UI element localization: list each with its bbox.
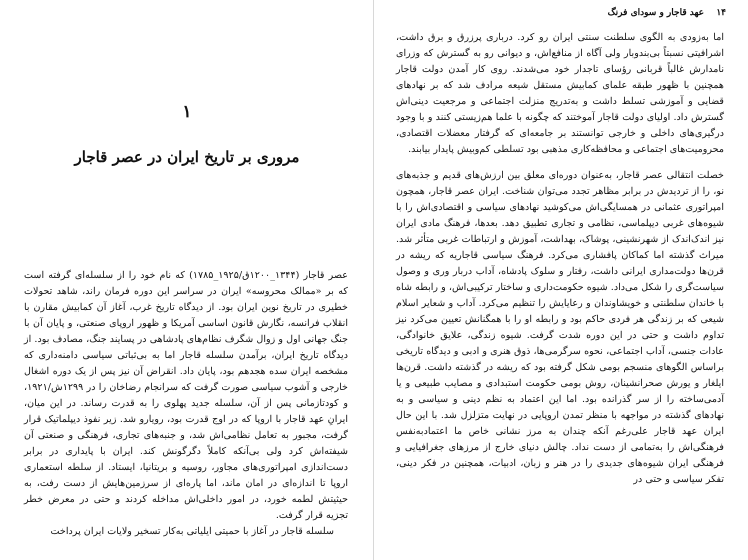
left-page-body <box>24 268 348 540</box>
running-header-title: عهد قاجار و سودای فرنگ <box>607 8 704 18</box>
right-page <box>374 0 748 560</box>
chapter-title: مروری بر تاریخ ایران در عصر قاجار <box>74 148 300 166</box>
chapter-number: ۱ <box>182 102 192 122</box>
page-number: ۱۴ <box>716 8 726 18</box>
paragraph: خصلت انتقالی عصر قاجار، به‌عنوان دوره‌ای معلق بین ارزش‌های قدیم و جذبه‌های نو، را از تردیدش در برابر مظاهر تجدد می‌توان شناخت. ایران عصر قاجار، همچون امپراتوری عثمانی در همسایگی‌اش می‌کوشید نهادهای سیاسی و اقتصادی‌اش را با شیوه‌های غربی دیپلماسی، نظامی و تجاری تطبیق دهد. بعدها، فرهنگ مادی ایران نیز اندک‌اندک از شهرنشینی، پوشاک، بهداشت، آموزش و ارتباطات غربی متأثر شد. میراث گذشته اما کماکان پافشاری می‌کرد. فرهنگ سیاسی قاجاریه که ریشه در قرن‌ها دولت‌مداری ایرانی داشت، رفتار و سلوک پادشاه، آداب دربار وری و وصول سیاست‌گری را شکل می‌داد. شیوه حکومت‌داری و ساختار ترکیبی‌اش، و رابطه شاه با خاندان سلطنتی و خویشاوندان و رعایایش را تنظیم می‌کرد. آداب و شعایر اسلام شیعی که بر زندگی هر فردی حاکم بود و رابطه او را با همگنانش تعیین می‌کرد نیز تداوم داشت و حتی در این دوره شدت گرفت. شیوه زندگی، علایق خانوادگی، عادات جنسی، آداب اجتماعی، نحوه سرگرمی‌ها، ذوق هنری و ادبی و دیدگاه تاریخی براساس الگوهای منسجم بومی شکل گرفته بود که ریشه در گذشته داشت. قرن‌ها ایلغار و یورش صحرانشینان، روش بومی حکومت استبدادی و مصایب طبیعی و یا آدمی‌ساخته را از سر گذرانده بود. اما این اعتماد به نظم دینی و سیاسی و به نهادهای گذشته در مواجهه با منظر تمدن اروپایی در نهایت متزلزل شد. با این حال ایران عهد قاجار علی‌رغم آنکه چندان به مرز نشانی خاص ما اعتمادبه‌نفس فرهنگی‌اش را به‌تمامی از دست نداد. چالش دنیای خارج از مرزهای جغرافیایی و فرهنگی ایران شیوه‌های جدیدی را در هنر و زبان، ادبیات، همچنین در فکر دینی، تفکر سیاسی و حتی در <box>396 170 724 485</box>
running-header <box>396 8 726 24</box>
paragraph: عصر قاجار (۱۳۴۴_۱۲۰۰ق/۱۹۲۵_۱۷۸۵) که نام خود را از سلسله‌ای گرفته است که بر «ممالک محروسه» ایران در سراسر این دوره فرمان راند، شاهد تحولات خطیری در تاریخ نوین ایران بود. از دیدگاه تاریخ غرب، آغاز آن کمابیش مقارن با انقلاب فرانسه، نگارش قانون اساسی آمریکا و ظهور اروپای صنعتی، و پایان آن با جنگ جهانی اول و زوال شگرف نظام‌های پادشاهی در پسایند جنگ، مصادف بود. از دیدگاه تاریخ ایران، برآمدن سلسله قاجار اما به بی‌ثباتی سیاسی دامنه‌داری که مشخصه ایران سده هجدهم بود، پایان داد. انقراض آن نیز پس از یک دوره اشغال خارجی و آشوب سیاسی صورت گرفت که سرانجام رضاخان را در ۱۲۹۹ش/۱۹۲۱، و کودتازمانی پس از آن، سلسله جدید پهلوی را به قدرت رساند. در این میان، ایرانِ عهد قاجار با اروپا که در اوج قدرت بود، رویارو شد. زیر نفوذ دیپلماتیک قرار گرفت، مجبور به تعامل نظامی‌اش شد، و جنبه‌های تجاری، فرهنگی و صنعتی آن شیفته‌اش کرد ولی بی‌آنکه کاملاً دگرگونش کند. ایران با پایداری در برابر دست‌اندازی امپراتوری‌های مجاور، روسیه و بریتانیا، ایستاد. از سلطه استعماری اروپا تا اندازه‌ای در امان ماند، اما پاره‌ای از سرزمین‌هایش از دست رفت، به حیثیتش لطمه خورد، در امور داخلی‌اش مداخله کردند و حتی در معرض خطر تجزیه قرار گرفت. <box>24 270 348 521</box>
paragraph: اما به‌زودی به الگوی سلطنت سنتی ایران رو کرد. درباری پرزرق و برق داشت، اشرافیتی نسبتاً بی‌بندوبار ولی آگاه از منافع‌اش، و دیوانی رو به گسترش که وزرای نامدارش غالباً قربانی رؤسای تاجدار خود می‌شدند. روی کار آمدن دولت قاجار همچنین با ظهور طبقه علمای کمابیش مستقل شیعه مرادف شد که بر نهادهای قضایی و آموزشی تسلط داشت و به‌تدریج منزلت اجتماعی و مرجعیت دینی‌اش گسترش داد. اولیای دولت قاجار آموختند که چگونه با علما هم‌زیستی کنند و با وجود درگیری‌های داخلی و خارجی توانستند بر جامعه‌ای که گرفتار معضلات اقتصادی، محرومیت‌های اجتماعی و محافظه‌کاری مذهبی بود تسلطی کم‌وبیش پایدار بیابند. <box>396 32 724 155</box>
right-page-body <box>396 30 724 488</box>
paragraph: سلسله قاجار در آغاز با حمیتی ایلیاتی به‌کار تسخیر ولایات ایران پرداخت <box>50 526 334 537</box>
